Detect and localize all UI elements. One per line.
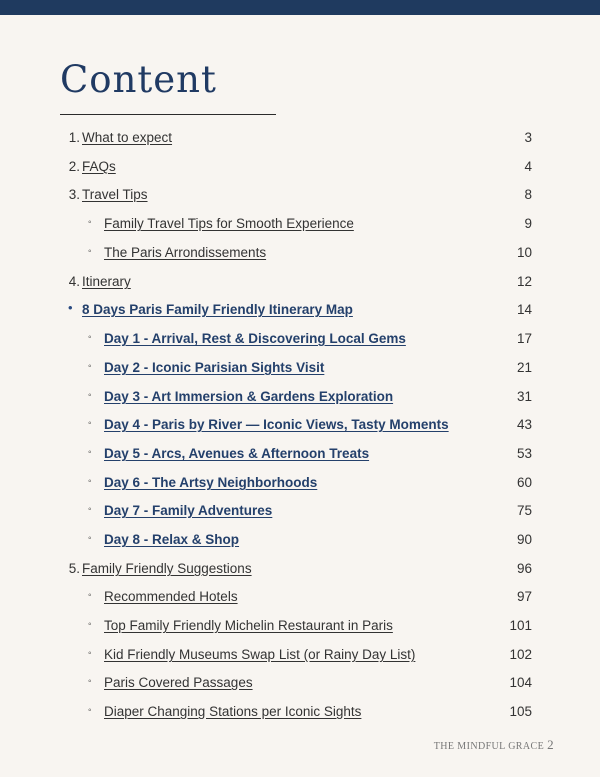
toc-page-number: 43 <box>516 417 532 432</box>
toc-link[interactable]: Day 7 - Family Adventures <box>104 503 273 518</box>
title-underline <box>60 114 276 115</box>
toc-link[interactable]: Diaper Changing Stations per Iconic Sights <box>104 704 362 719</box>
toc-page-number: 17 <box>516 331 532 346</box>
toc-entry <box>0 124 600 152</box>
toc-link[interactable]: Travel Tips <box>82 187 148 202</box>
hollow-bullet-icon: ◦ <box>88 590 92 601</box>
toc-entry <box>0 497 600 525</box>
page-footer <box>434 737 554 753</box>
hollow-bullet-icon: ◦ <box>88 476 92 487</box>
footer-page-number: 2 <box>547 737 554 752</box>
toc-page-number: 10 <box>516 245 532 260</box>
toc-link[interactable]: Itinerary <box>82 274 131 289</box>
toc-page-number: 96 <box>516 561 532 576</box>
toc-page-number: 60 <box>516 475 532 490</box>
toc-entry <box>0 153 600 181</box>
toc-page-number: 90 <box>516 532 532 547</box>
page-title: Content <box>60 58 217 101</box>
toc-page-number: 4 <box>524 159 532 174</box>
toc-entry <box>0 612 600 640</box>
top-banner <box>0 0 600 15</box>
footer-brand: THE MINDFUL GRACE <box>433 741 545 752</box>
toc-entry <box>0 354 600 382</box>
toc-link[interactable]: Top Family Friendly Michelin Restaurant in Paris <box>104 618 393 633</box>
toc-entry <box>0 469 600 497</box>
toc-page-number: 8 <box>524 187 532 202</box>
hollow-bullet-icon: ◦ <box>88 332 92 343</box>
toc-page-number: 53 <box>516 446 532 461</box>
hollow-bullet-icon: ◦ <box>88 418 92 429</box>
toc-entry <box>0 641 600 669</box>
toc-number: 4. <box>68 274 80 289</box>
hollow-bullet-icon: ◦ <box>88 705 92 716</box>
toc-entry <box>0 325 600 353</box>
toc-link[interactable]: Day 3 - Art Immersion & Gardens Exploration <box>104 389 394 404</box>
toc-link[interactable]: Paris Covered Passages <box>104 675 253 690</box>
filled-bullet-icon: • <box>68 300 73 315</box>
toc-entry <box>0 440 600 468</box>
toc-link[interactable]: Day 4 - Paris by River — Iconic Views, Tasty Moments <box>104 417 449 432</box>
toc-link[interactable]: The Paris Arrondissements <box>104 245 267 260</box>
toc-link[interactable]: Day 5 - Arcs, Avenues & Afternoon Treats <box>104 446 370 461</box>
hollow-bullet-icon: ◦ <box>88 619 92 630</box>
toc-entry <box>0 239 600 267</box>
toc-link[interactable]: Kid Friendly Museums Swap List (or Rainy Day List) <box>104 647 416 662</box>
toc-entry <box>0 268 600 296</box>
toc-link[interactable]: What to expect <box>82 130 173 145</box>
toc-page-number: 12 <box>516 274 532 289</box>
hollow-bullet-icon: ◦ <box>88 447 92 458</box>
toc-entry <box>0 181 600 209</box>
toc-link[interactable]: Day 6 - The Artsy Neighborhoods <box>104 475 318 490</box>
toc-page-number: 104 <box>509 675 532 690</box>
toc-number: 2. <box>68 159 80 174</box>
toc-entry <box>0 296 600 324</box>
toc-entry <box>0 383 600 411</box>
toc-page-number: 102 <box>509 647 532 662</box>
toc-page-number: 101 <box>509 618 532 633</box>
toc-link[interactable]: 8 Days Paris Family Friendly Itinerary Map <box>82 302 353 317</box>
toc-entry <box>0 526 600 554</box>
toc-entry <box>0 669 600 697</box>
hollow-bullet-icon: ◦ <box>88 648 92 659</box>
toc-page-number: 3 <box>524 130 532 145</box>
toc-page-number: 105 <box>509 704 532 719</box>
toc-page-number: 31 <box>516 389 532 404</box>
hollow-bullet-icon: ◦ <box>88 533 92 544</box>
hollow-bullet-icon: ◦ <box>88 217 92 228</box>
toc-entry <box>0 555 600 583</box>
toc-link[interactable]: Day 8 - Relax & Shop <box>104 532 240 547</box>
toc-entry <box>0 210 600 238</box>
hollow-bullet-icon: ◦ <box>88 390 92 401</box>
hollow-bullet-icon: ◦ <box>88 361 92 372</box>
toc-entry <box>0 698 600 726</box>
toc-number: 3. <box>68 187 80 202</box>
toc-entry <box>0 583 600 611</box>
toc-number: 5. <box>68 561 80 576</box>
toc-link[interactable]: Family Travel Tips for Smooth Experience <box>104 216 354 231</box>
toc-link[interactable]: Family Friendly Suggestions <box>82 561 252 576</box>
toc-page-number: 14 <box>516 302 532 317</box>
toc-number: 1. <box>68 130 80 145</box>
hollow-bullet-icon: ◦ <box>88 676 92 687</box>
toc-link[interactable]: Recommended Hotels <box>104 589 238 604</box>
toc-page-number: 75 <box>516 503 532 518</box>
toc-page-number: 9 <box>524 216 532 231</box>
toc-page-number: 97 <box>516 589 532 604</box>
toc-page-number: 21 <box>516 360 532 375</box>
toc-link[interactable]: Day 2 - Iconic Parisian Sights Visit <box>104 360 325 375</box>
toc-link[interactable]: Day 1 - Arrival, Rest & Discovering Local Gems <box>104 331 406 346</box>
hollow-bullet-icon: ◦ <box>88 246 92 257</box>
toc-entry <box>0 411 600 439</box>
hollow-bullet-icon: ◦ <box>88 504 92 515</box>
toc-link[interactable]: FAQs <box>82 159 116 174</box>
